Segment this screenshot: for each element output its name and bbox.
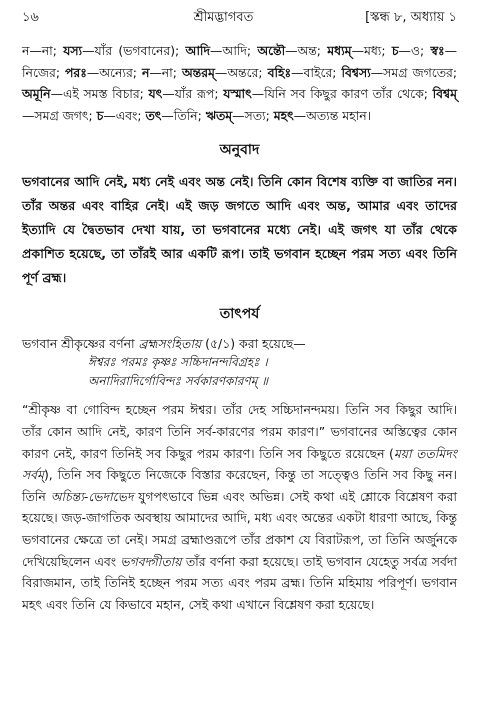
scripture-name: ব্রহ্মসংহিতায় [138,336,202,352]
synonym-meaning: —অন্ত; [285,43,328,58]
synonym-meaning: —সমগ্র জগৎ; [22,107,97,123]
synonym-meaning: ন—না; [22,43,64,58]
synonym-meaning: —অন্যের; [86,64,142,80]
synonym-term: চ [96,107,104,123]
purport-body [22,399,457,615]
chapter-reference: [স্কন্ধ ৮, অধ্যায় ১ [365,10,457,25]
synonym-meaning: —আদি; [210,43,258,58]
synonym-meaning: —যিনি সব কিছুর কারণ তাঁর থেকে; [251,86,433,102]
purport-text: তাঁর বর্ণনা করা হয়েছে। তাই ভগবান যেহেতু সর্বত্র সর্বদা বিরাজমান, তাই তিনিই হচ্ছেন পরম সত্য এবং পরম ব্রহ্ম। তিনি মহিমায় পরিপূর্ণ। ভগবান মহৎ এবং তিনি যে কিভাবে মহান, সেই কথা এখানে বিশ্লেষণ করা হয়েছে। [22,553,457,612]
intro-text: ভগবান শ্রীকৃষ্ণের বর্ণনা [22,336,139,352]
book-title: শ্রীমদ্ভাগবত [193,10,254,25]
synonym-meaning: —সত্য; [232,107,274,123]
synonyms-paragraph [22,40,457,126]
purport-intro [22,334,457,353]
sanskrit-verse [22,353,457,391]
synonym-term: যস্য [63,43,83,58]
synonym-term: বহিঃ [267,64,292,80]
synonym-term: মধ্যম্ [327,43,352,58]
synonym-meaning: —তিনি; [161,107,206,123]
synonym-meaning: —অন্তরে; [214,64,268,80]
synonym-term: স্বঃ [430,43,445,58]
verse-line: অনাদিরাদির্গোবিন্দঃ সর্বকারণকারণম্ ॥ [88,374,269,389]
synonym-meaning: —এই সমস্ত বিচার; [50,86,149,102]
synonym-meaning: —নিজের; [22,43,457,80]
synonym-term: আদি [185,43,210,58]
synonym-term: ন [141,64,150,80]
synonym-term: বিশ্বম্ [432,86,457,102]
synonym-term: মহৎ [273,107,294,123]
purport-text: যুগপৎভাবে ভিন্ন এবং অভিন্ন। সেই কথা এই শ্লোকে বিশ্লেষণ করা হয়েছে। জড়-জাগতিক অবস্থায় আমাদের আদি, মধ্য এবং অন্তের একটা ধারণা আছে, কিন্তু ভগবানের ক্ষেত্রে তা নেই। সমগ্র ব্রহ্মাণ্ডরূপে তাঁর প্রকাশ যে বিরাটরূপ, তা তিনি অর্জুনকে দেখিয়েছিলেন এবং [22,488,457,569]
synonym-term: যস্মাৎ [223,86,252,102]
synonym-term: বিশ্বস্য [341,64,371,80]
translation-heading: অনুবাদ [219,142,260,159]
synonym-meaning: —বাইরে; [291,64,342,80]
synonym-term: তৎ [145,107,162,123]
synonym-meaning: —এবং; [103,107,146,123]
synonym-term: চ [391,43,399,58]
page-header [22,8,457,30]
scripture-name: ভগবদ্গীতায় [120,553,182,569]
synonym-meaning: —না; [149,64,182,80]
synonym-meaning: —যাঁর রূপ; [162,86,224,102]
verse-line: ঈশ্বরঃ পরমঃ কৃষ্ণঃ সচ্চিদানন্দবিগ্রহঃ । [88,355,268,370]
synonym-term: পরঃ [65,64,87,80]
synonym-term: অন্তরম্ [181,64,215,80]
purport-heading: তাৎপর্য [219,306,260,323]
synonym-meaning: —সমগ্র জগতের; [370,64,457,80]
intro-text-end: (৫/১) করা হয়েছে— [201,336,306,352]
translation-text: ভগবানের আদি নেই, মধ্য নেই এবং অন্ত নেই। তিনি কোন বিশেষ ব্যক্তি বা জাতির নন। তাঁর অন্তর এবং বাহির নেই। এই জড় জগতে আদি এবং অন্ত, আমার এবং তাদের ইত্যাদি যে দ্বৈতভাব দেখা যায়, তা ভগবানের মধ্যে নেই। এই জগৎ যা তাঁর থেকে প্রকাশিত হয়েছে, তা তাঁরই আর একটি রূপ। তাই ভগবান হচ্ছেন পরম সত্য এবং তিনি পূর্ণ ব্রহ্ম। [22,174,457,286]
synonym-meaning: —মধ্য; [351,43,392,58]
synonym-meaning: —ও; [398,43,431,58]
page-number: ১৬ [22,10,39,25]
purport-text: “শ্রীকৃষ্ণ বা গোবিন্দ হচ্ছেন পরম ঈশ্বর। তাঁর দেহ সচ্চিদানন্দময়। তিনি সব কিছুর আদি। তাঁর কোন আদি নেই, কারণ তিনি সর্ব-কারণের পরম কারণ।” ভগবানের অস্তিত্বের কোন কারণ নেই, কারণ তিনিই সব কিছুর পরম কারণ। তিনি সব কিছুতে রয়েছেন ( [22,402,457,461]
purport-text: ), তিনি সব কিছুতে নিজেকে বিস্তার করেছেন, কিন্তু তা সত্ত্বেও তিনি সব কিছু নন। তিনি [22,467,457,504]
synonym-term: অমূনি [22,86,51,102]
synonym-term: যৎ [148,86,163,102]
synonym-term: অন্তৌ [257,43,286,58]
purport-term: অচিন্ত্য-ভেদাভেদ [50,488,134,504]
synonym-meaning: —অত্যন্ত মহান। [293,107,372,123]
synonym-meaning: —যাঁর (ভগবানের); [82,43,186,58]
synonym-term: ঋতম্ [205,107,233,123]
purport-quote: ময়া ততমিদং সর্বম্ [22,445,457,483]
